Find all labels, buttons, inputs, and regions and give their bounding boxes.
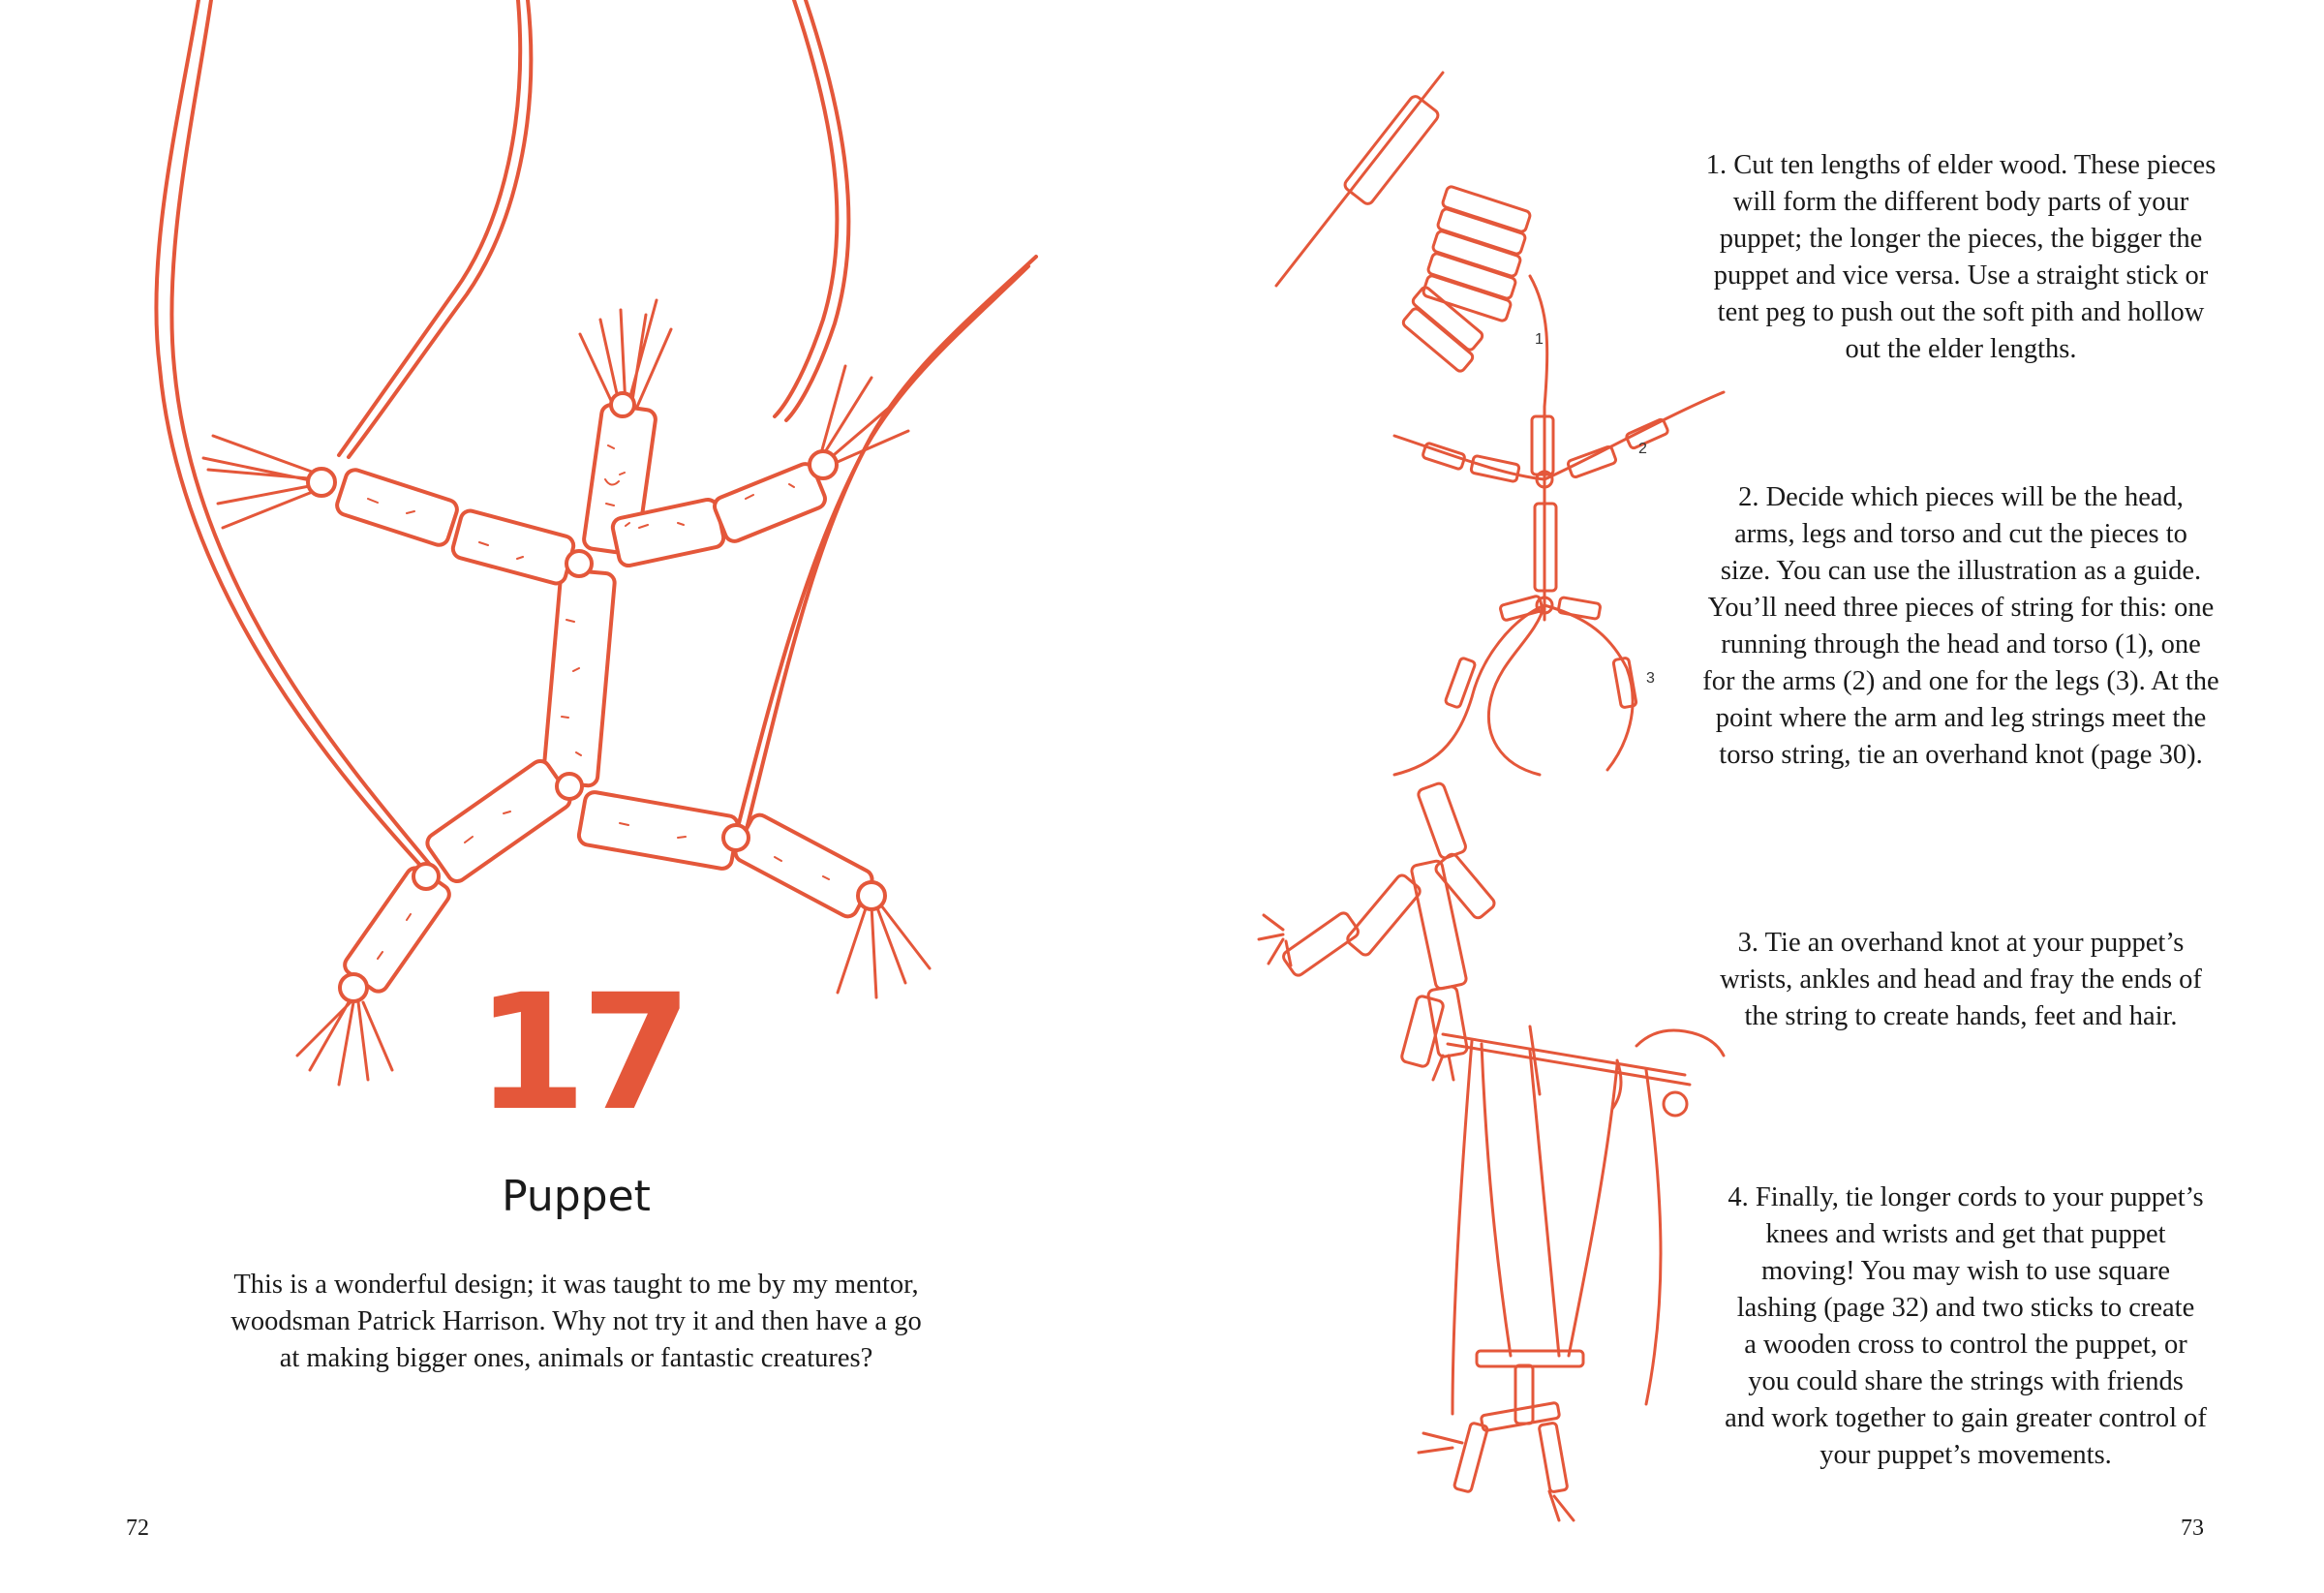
- intro-line: This is a wonderful design; it was taught to me by my mentor,: [233, 1270, 919, 1300]
- intro-paragraph: [189, 1267, 963, 1377]
- step-line: a wooden cross to control the puppet, or: [1744, 1330, 2187, 1360]
- step-2: [1680, 479, 2242, 774]
- step-line: tent peg to push out the soft pith and hollow: [1717, 297, 2205, 327]
- callout-2: 2: [1638, 441, 1647, 457]
- step-line: knees and wrists and get that puppet: [1765, 1219, 2166, 1249]
- intro-line: woodsman Patrick Harrison. Why not try it and then have a go: [230, 1306, 922, 1336]
- step-line: puppet and vice versa. Use a straight stick or: [1713, 260, 2209, 291]
- step-line: lashing (page 32) and two sticks to create: [1736, 1293, 2195, 1323]
- step-line: 4. Finally, tie longer cords to your puppet’s: [1728, 1182, 2204, 1212]
- step-line: running through the head and torso (1), one: [1721, 629, 2201, 659]
- step-line: torso string, tie an overhand knot (page 30).: [1719, 740, 2203, 770]
- step-line: out the elder lengths.: [1845, 334, 2077, 364]
- step-line: 3. Tie an overhand knot at your puppet’s: [1737, 928, 2185, 958]
- step-line: for the arms (2) and one for the legs (3). At the: [1702, 666, 2219, 696]
- marionette-illustration: [1419, 1026, 1724, 1520]
- step-1: [1680, 147, 2242, 368]
- right-page: [1162, 0, 2324, 1593]
- step-4: [1685, 1179, 2247, 1474]
- knotted-puppet-illustration: [1259, 781, 1496, 1080]
- strung-skeleton-illustration: [1394, 276, 1724, 775]
- step-line: wrists, ankles and head and fray the ends of: [1720, 965, 2202, 995]
- cut-elder-pieces-illustration: [1276, 73, 1531, 373]
- step-line: puppet; the longer the pieces, the bigger the: [1719, 224, 2203, 254]
- step-line: point where the arm and leg strings meet the: [1715, 703, 2207, 733]
- step-line: arms, legs and torso and cut the pieces to: [1734, 519, 2187, 549]
- step-3: [1680, 925, 2242, 1035]
- callout-3: 3: [1646, 670, 1655, 687]
- step-line: will form the different body parts of your: [1732, 187, 2189, 217]
- step-line: moving! You may wish to use square: [1761, 1256, 2170, 1286]
- page-number-left: 72: [126, 1516, 149, 1541]
- page-title: Puppet: [502, 1172, 651, 1221]
- page-number-right: 73: [2181, 1516, 2204, 1541]
- callout-1: 1: [1535, 331, 1544, 348]
- step-line: 2. Decide which pieces will be the head,: [1738, 482, 2184, 512]
- step-line: your puppet’s movements.: [1819, 1440, 2112, 1470]
- step-line: and work together to gain greater control of: [1725, 1403, 2207, 1433]
- step-line: 1. Cut ten lengths of elder wood. These pieces: [1705, 150, 2217, 180]
- intro-line: at making bigger ones, animals or fantastic creatures?: [279, 1343, 873, 1373]
- chapter-number: 17: [475, 960, 687, 1146]
- step-line: the string to create hands, feet and hair.: [1744, 1001, 2178, 1031]
- step-line: size. You can use the illustration as a guide.: [1720, 556, 2202, 586]
- step-line: You’ll need three pieces of string for this: one: [1707, 593, 2215, 623]
- step-line: you could share the strings with friends: [1748, 1366, 2184, 1396]
